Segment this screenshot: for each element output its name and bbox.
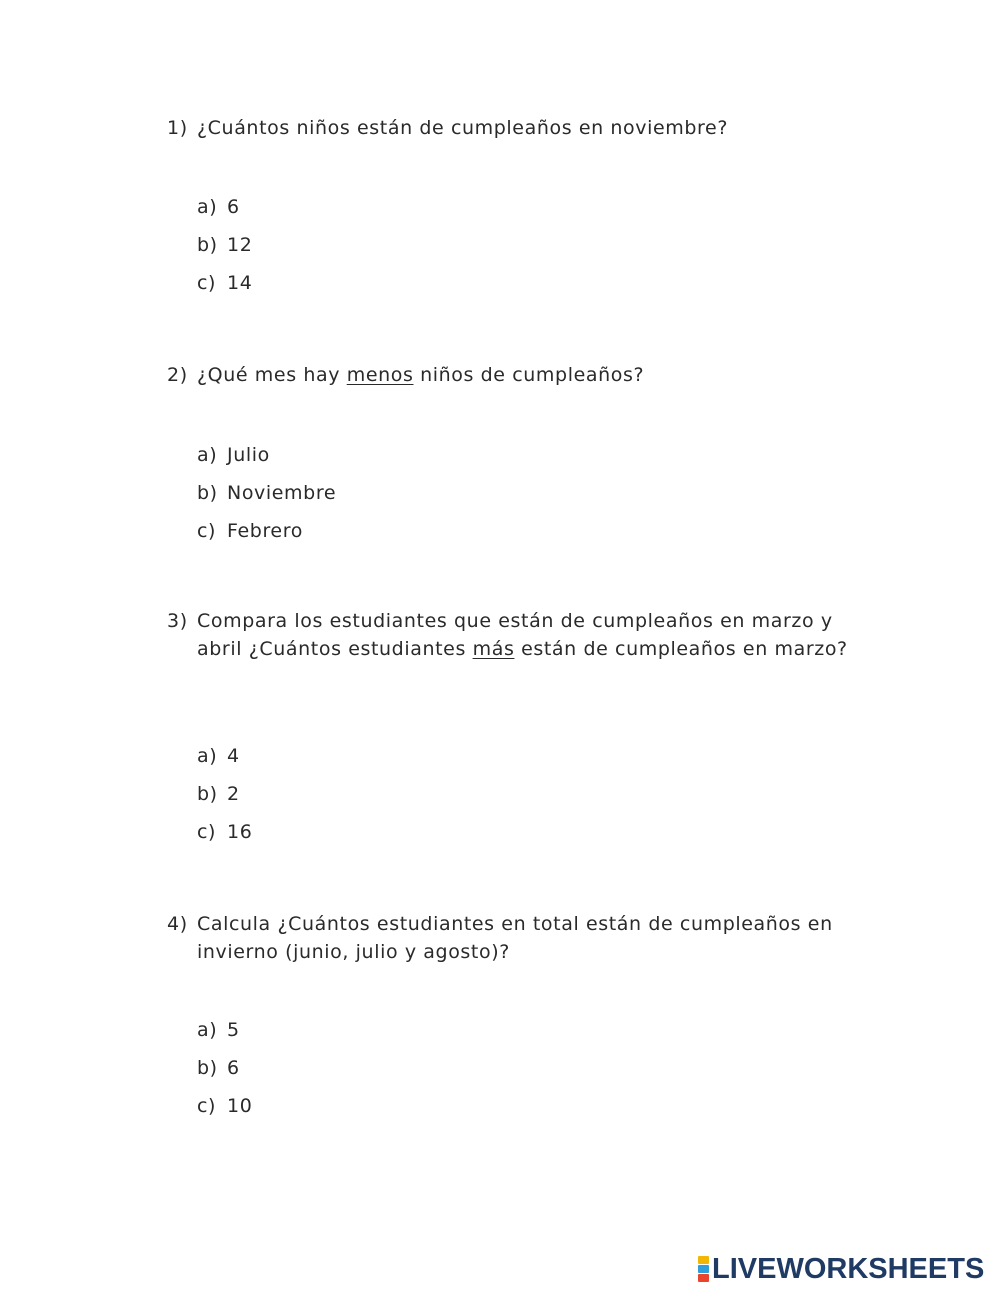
option-value: 12 [227,234,253,256]
option-value: 4 [227,745,240,767]
question-text: ¿Cuántos niños están de cumpleaños en noviembre? [197,117,729,139]
question-number: 1) [167,117,188,139]
option-value: 10 [227,1095,253,1117]
question-4-options [197,1016,252,1130]
option-value: Julio [227,444,270,466]
option-value: 16 [227,821,253,843]
option-c[interactable] [197,1092,252,1130]
option-value: 6 [227,1057,240,1079]
option-value: Noviembre [227,482,337,504]
option-letter: a) [197,444,218,466]
option-value: Febrero [227,520,303,542]
emphasis-word: más [472,638,515,660]
option-a[interactable] [197,193,252,231]
option-c[interactable] [197,269,252,307]
question-3-options [197,742,252,856]
question-number: 4) [167,913,188,935]
option-letter: c) [197,272,217,294]
option-letter: b) [197,1057,218,1079]
option-letter: c) [197,1095,217,1117]
option-b[interactable] [197,479,336,517]
question-number: 3) [167,610,188,632]
option-c[interactable] [197,818,252,856]
option-a[interactable] [197,1016,252,1054]
option-value: 6 [227,196,240,218]
option-letter: a) [197,196,218,218]
option-value: 2 [227,783,240,805]
option-letter: b) [197,783,218,805]
logo-text: LIVEWORKSHEETS [712,1253,985,1285]
option-value: 5 [227,1019,240,1041]
logo-block [698,1265,709,1273]
option-c[interactable] [197,517,336,555]
liveworksheets-logo [698,1255,984,1283]
emphasis-word: menos [346,364,414,386]
logo-block [698,1274,709,1282]
option-letter: c) [197,821,217,843]
question-text: Calcula ¿Cuántos estudiantes en total están de cumpleaños en invierno (junio, julio y agosto)? [197,913,833,963]
option-letter: b) [197,234,218,256]
option-b[interactable] [197,780,252,818]
option-b[interactable] [197,1054,252,1092]
option-letter: a) [197,745,218,767]
logo-blocks-icon [698,1256,709,1282]
option-letter: c) [197,520,217,542]
option-a[interactable] [197,742,252,780]
option-b[interactable] [197,231,252,269]
question-number: 2) [167,364,188,386]
question-1-options [197,193,252,307]
question-text: Compara los estudiantes que están de cumpleaños en marzo y abril ¿Cuántos estudiantes más están de cumpleaños en marzo? [197,610,848,660]
option-letter: a) [197,1019,218,1041]
option-letter: b) [197,482,218,504]
option-value: 14 [227,272,253,294]
logo-block [698,1256,709,1264]
question-2-options [197,441,336,555]
option-a[interactable] [197,441,336,479]
question-text: ¿Qué mes hay menos niños de cumpleaños? [197,364,645,386]
